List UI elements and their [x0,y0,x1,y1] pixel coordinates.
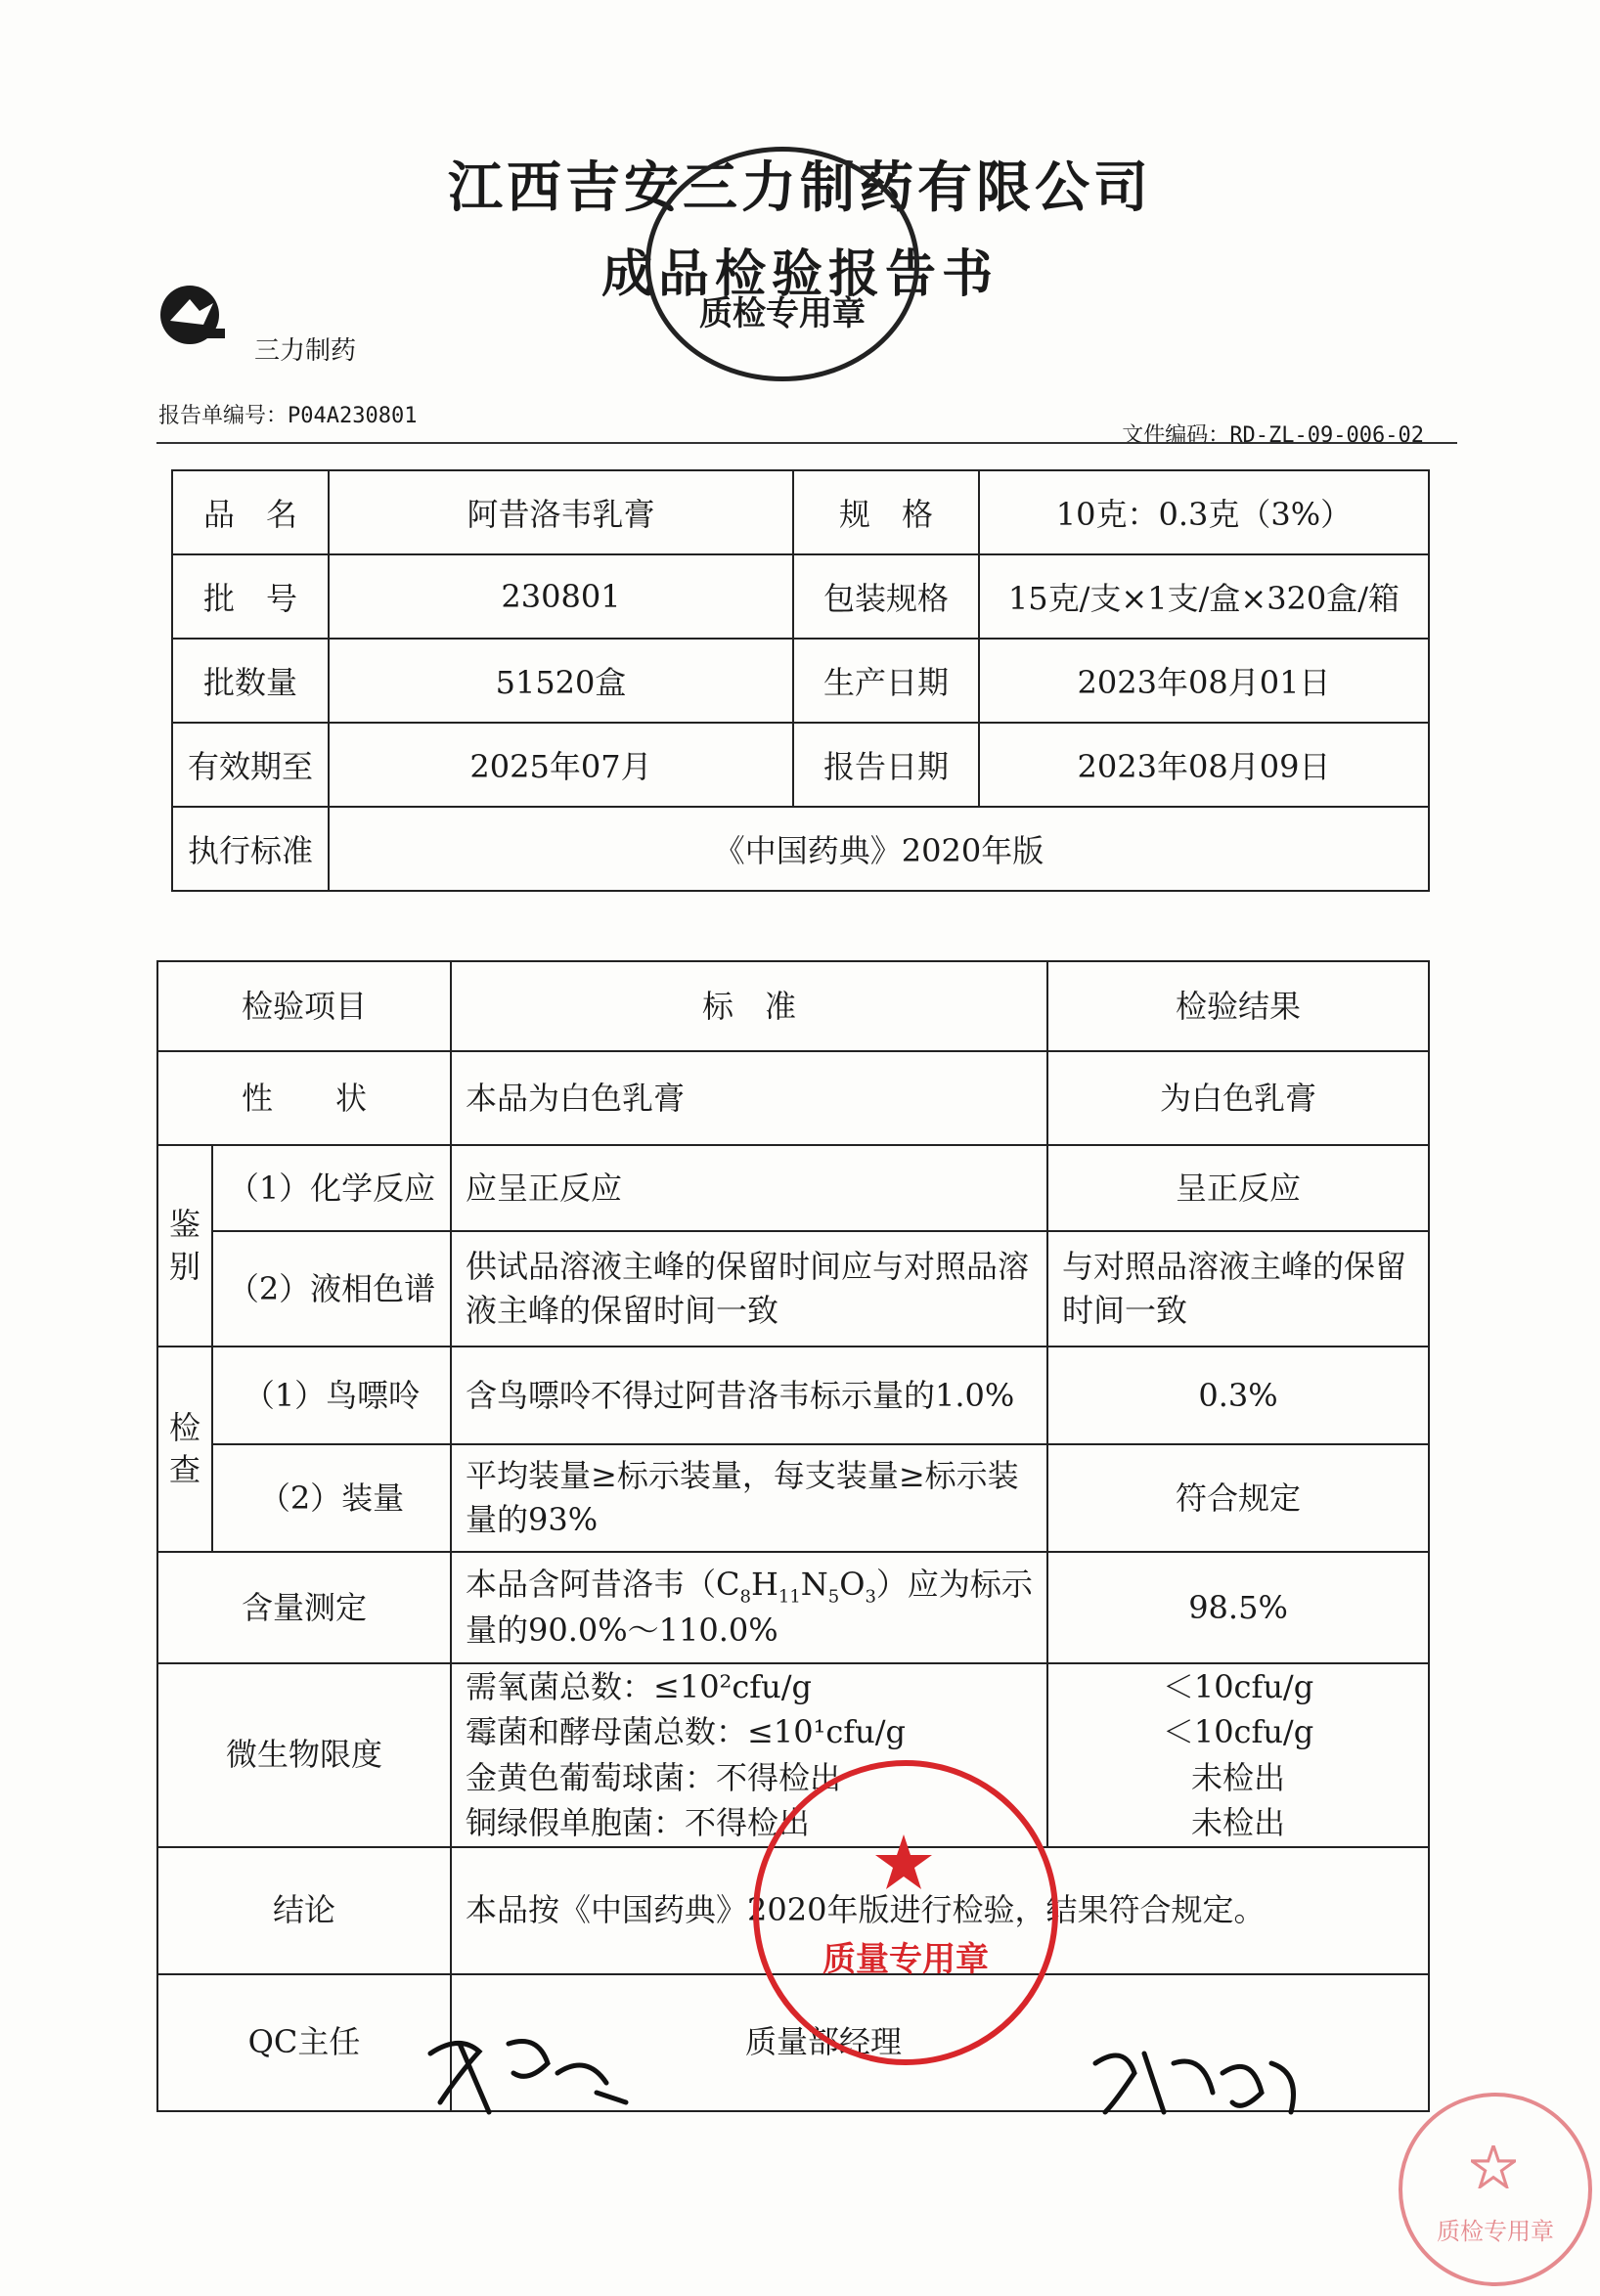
table-row [157,1051,1429,1145]
expiry-label: 有效期至 [172,723,329,807]
quality-inspection-stamp-top [645,147,919,381]
conclusion-label: 结论 [157,1847,451,1974]
micro-item: 微生物限度 [157,1663,451,1847]
product-info-table [171,469,1430,892]
qty-label: 批数量 [172,639,329,723]
assay-item: 含量测定 [157,1552,451,1663]
spec-label: 规 格 [793,470,979,554]
micro-result-line: ＜10cfu/g [1162,1713,1314,1751]
assay-standard: 本品含阿昔洛韦$(C_8H_{11}N_5O_3)$应为标示量的90.0%～110.0% [451,1552,1047,1663]
ident1-result: 呈正反应 [1047,1145,1429,1231]
micro-standard-line: 需氧菌总数：≤10²cfu/g [466,1668,813,1705]
qc-label: QC主任 [157,1974,451,2111]
table-row [172,723,1429,807]
table-row [157,1347,1429,1444]
assay-result: 98.5% [1047,1552,1429,1663]
appearance-standard: 本品为白色乳膏 [451,1051,1047,1145]
brand-name: 三力制药 [254,336,357,366]
company-logo-icon [156,282,227,348]
micro-standard-line: 铜绿假单胞菌：不得检出 [466,1804,811,1842]
top-stamp-text: 质检专用章 [699,294,866,333]
ident2-result: 与对照品溶液主峰的保留时间一致 [1047,1231,1429,1347]
check1-result: 0.3% [1047,1347,1429,1444]
qty-value: 51520盒 [329,639,793,723]
check1-item: （1）鸟嘌呤 [212,1347,451,1444]
prod-date-label: 生产日期 [793,639,979,723]
pack-label: 包装规格 [793,554,979,639]
micro-result-line: ＜10cfu/g [1162,1668,1314,1705]
micro-standard-line: 霉菌和酵母菌总数：≤10¹cfu/g [466,1713,907,1751]
name-label: 品 名 [172,470,329,554]
table-row [157,1145,1429,1231]
report-date-label: 报告日期 [793,723,979,807]
ident2-standard: 供试品溶液主峰的保留时间应与对照品溶液主峰的保留时间一致 [451,1231,1047,1347]
table-header-row [157,961,1429,1051]
qm-label: 质量部经理 [745,2023,903,2061]
micro-result-line: 未检出 [1191,1804,1286,1842]
file-number-label: 文件编码： [1122,423,1230,448]
table-row [172,807,1429,891]
prod-date-value: 2023年08月01日 [979,639,1429,723]
pack-value: 15克/支×1支/盒×320盒/箱 [979,554,1429,639]
conclusion-text: 本品按《中国药典》2020年版进行检验，结果符合规定。 [451,1847,1429,1974]
appearance-result: 为白色乳膏 [1047,1051,1429,1145]
ident1-standard: 应呈正反应 [451,1145,1047,1231]
pink-stamp-text: 质检专用章 [1437,2218,1554,2245]
ident1-item: （1）化学反应 [212,1145,451,1231]
ident2-item: （2）液相色谱 [212,1231,451,1347]
check-category [157,1347,212,1552]
check-category-text: 检查 [169,1408,201,1488]
qc-signature [421,2014,645,2132]
table-row [157,1231,1429,1347]
check2-standard: 平均装量≥标示装量，每支装量≥标示装量的93% [451,1444,1047,1552]
table-row [172,470,1429,554]
document-title: 成品检验报告书 [600,244,999,304]
red-stamp-text: 质量专用章 [822,1940,989,1979]
spec-value: 10克：0.3克（3%） [979,470,1429,554]
file-number [1122,419,1424,449]
micro-standard-line: 金黄色葡萄球菌：不得检出 [466,1758,842,1796]
star-icon [1471,2145,1516,2188]
assay-standard-pre: 本品含阿昔洛韦（C [466,1565,740,1603]
standard-value: 《中国药典》2020年版 [329,807,1429,891]
qm-signature [1086,2034,1311,2132]
report-date-value: 2023年08月09日 [979,723,1429,807]
expiry-value: 2025年07月 [329,723,793,807]
identification-category [157,1145,212,1347]
table-row [172,639,1429,723]
report-number-value: P04A230801 [288,404,418,428]
star-icon [874,1834,933,1891]
check2-item: （2）装量 [212,1444,451,1552]
batch-value: 230801 [329,554,793,639]
col-standard-header: 标 准 [451,961,1047,1051]
check1-standard: 含鸟嘌呤不得过阿昔洛韦标示量的1.0% [451,1347,1047,1444]
batch-label: 批 号 [172,554,329,639]
table-row [157,1444,1429,1552]
table-row [172,554,1429,639]
standard-label: 执行标准 [172,807,329,891]
file-number-value: RD-ZL-09-006-02 [1229,423,1424,448]
identification-category-text: 鉴别 [169,1205,201,1285]
check2-result: 符合规定 [1047,1444,1429,1552]
assay-standard-post: ）应为标示量的90.0%～110.0% [466,1565,1033,1650]
quality-stamp-pink [1399,2093,1592,2286]
report-number-label: 报告单编号： [158,404,289,428]
product-name: 阿昔洛韦乳膏 [329,470,793,554]
micro-results [1047,1663,1429,1847]
micro-result-line: 未检出 [1191,1758,1286,1796]
appearance-item: 性 状 [157,1051,451,1145]
col-item-header: 检验项目 [157,961,451,1051]
report-number [158,399,417,429]
col-result-header: 检验结果 [1047,961,1429,1051]
company-name: 江西吉安三力制药有限公司 [448,155,1152,220]
quality-stamp-red [753,1760,1058,2065]
table-row [157,1552,1429,1663]
header-divider [156,442,1457,444]
